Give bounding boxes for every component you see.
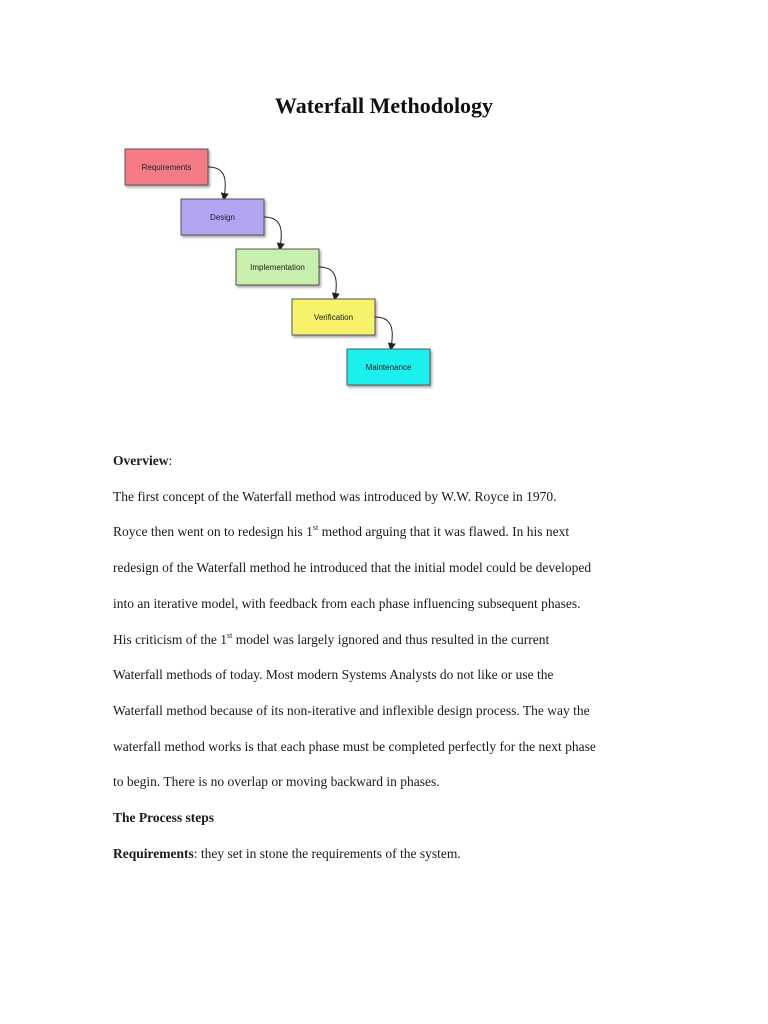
overview-line-2: Royce then went on to redesign his 1st method arguing that it was flawed. In his next	[113, 523, 570, 540]
step-requirements	[125, 149, 208, 185]
flow-arrow-4	[375, 317, 392, 348]
overview-line-9: to begin. There is no overlap or moving backward in phases.	[113, 774, 440, 790]
flow-arrow-3	[319, 267, 336, 298]
step-label-design: Design	[210, 213, 235, 222]
overview-line-7: Waterfall method because of its non-iterative and inflexible design process. The way the	[113, 702, 590, 718]
step-label-requirements: Requirements	[141, 163, 192, 172]
requirements-text: : they set in stone the requirements of the system.	[193, 845, 461, 861]
overview-line-8: waterfall method works is that each phase must be completed perfectly for the next phase	[113, 738, 596, 754]
step-design	[181, 199, 264, 235]
requirements-term: Requirements	[113, 845, 194, 861]
waterfall-diagram	[0, 0, 768, 420]
document-title: Waterfall Methodology	[274, 93, 494, 118]
step-label-verification: Verification	[313, 313, 354, 322]
flow-arrow-2	[264, 217, 281, 248]
overview-heading-line	[113, 443, 673, 479]
overview-heading: Overview	[113, 453, 169, 468]
overview-line-5: His criticism of the 1st model was largely ignored and thus resulted in the current	[113, 630, 550, 647]
overview-line-3: redesign of the Waterfall method he introduced that the initial model could be developed	[113, 560, 592, 576]
overview-line-1: The first concept of the Waterfall method was introduced by W.W. Royce in 1970.	[113, 488, 557, 504]
step-verification	[292, 299, 375, 335]
step-label-maintenance: Maintenance	[365, 363, 412, 372]
overview-heading-colon: :	[168, 453, 173, 468]
requirements-line	[113, 836, 673, 872]
step-maintenance	[347, 349, 430, 385]
overview-line-4: into an iterative model, with feedback from each phase influencing subsequent phases.	[113, 595, 581, 611]
flow-arrow-1	[208, 167, 225, 198]
process-heading: The Process steps	[113, 810, 214, 826]
step-implementation	[236, 249, 319, 285]
overview-line-6: Waterfall methods of today. Most modern Systems Analysts do not like or use the	[113, 667, 554, 683]
overview-section	[113, 443, 673, 871]
step-label-implementation: Implementation	[250, 263, 305, 272]
